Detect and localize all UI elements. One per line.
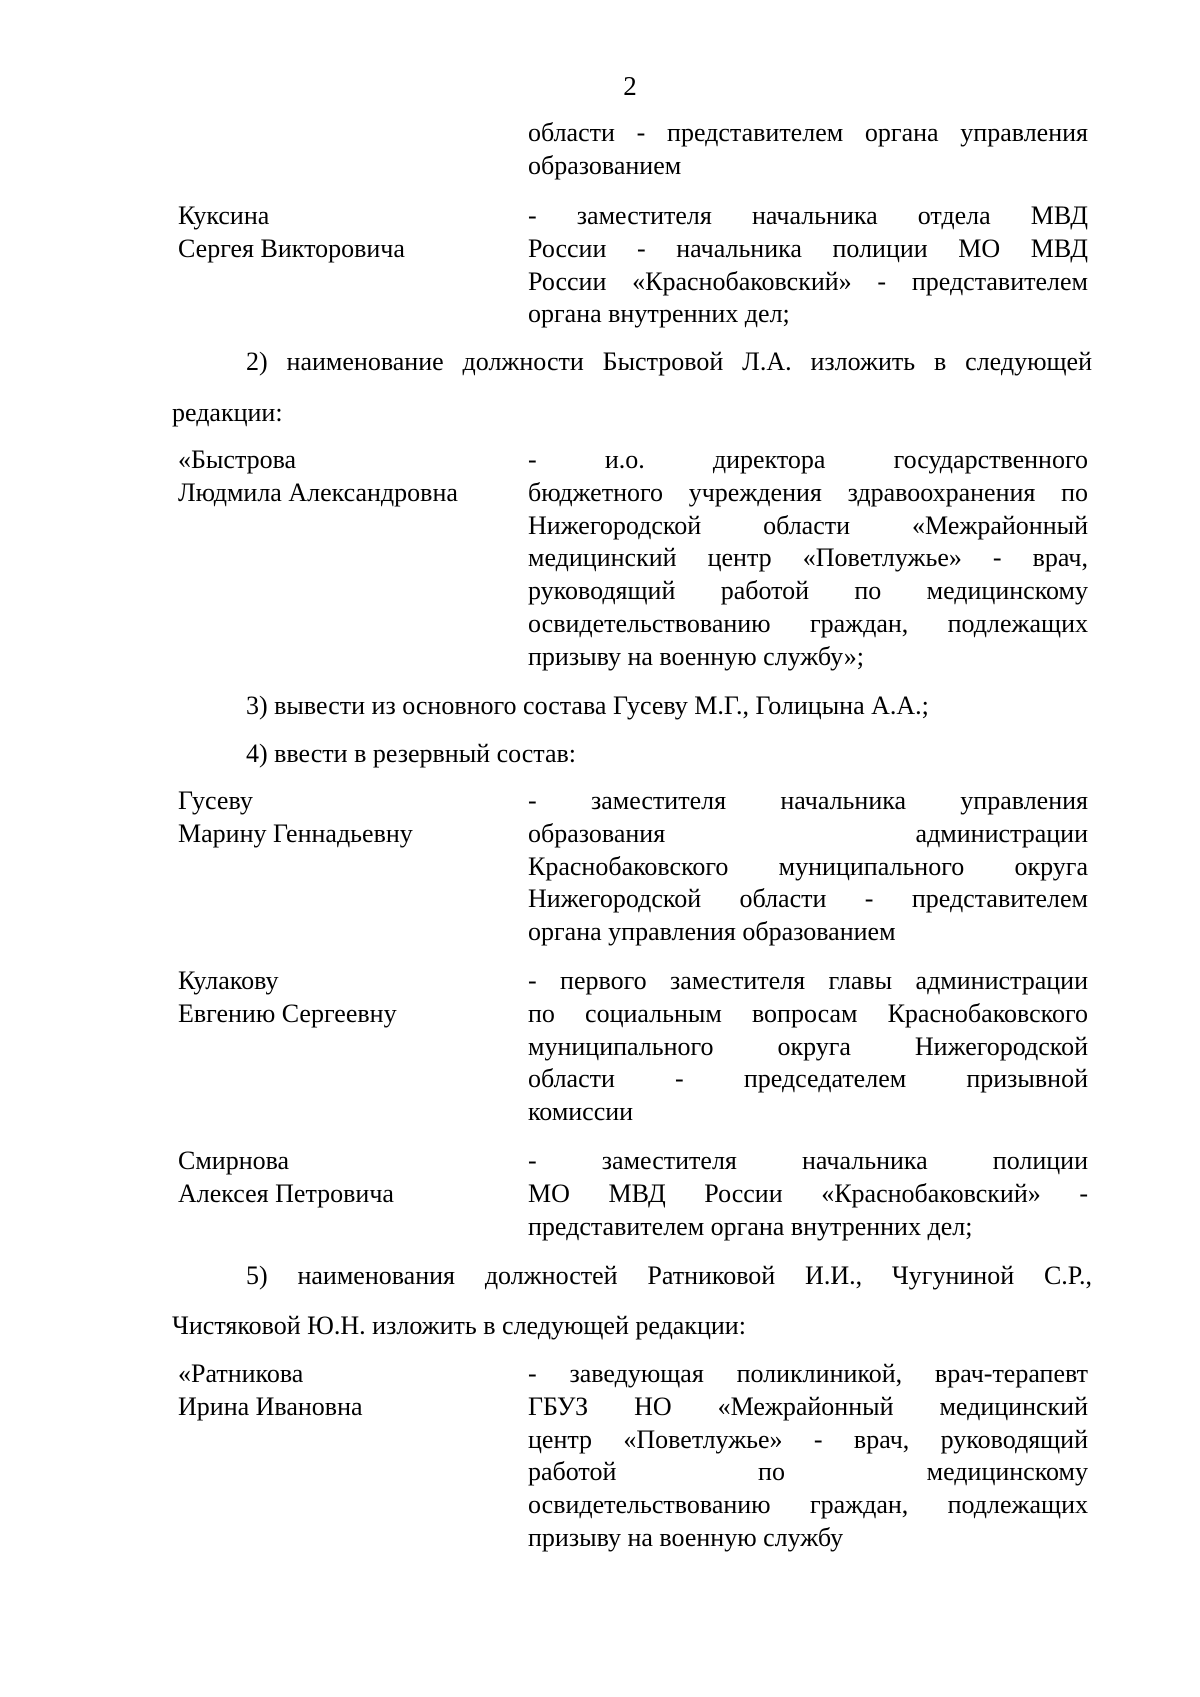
description-line: по социальным вопросам Краснобаковского (528, 998, 1088, 1028)
description-line: - заместителя начальника полиции (528, 1146, 1088, 1175)
name-line: Людмила Александровна (178, 477, 458, 507)
description-line: органа внутренних дел; (528, 299, 790, 329)
name-line: Смирнова (178, 1146, 290, 1175)
description-line: призыву на военную службу»; (528, 641, 865, 671)
description-line: образованием (528, 150, 682, 180)
description-line: - и.о. директора государственного (528, 445, 1088, 474)
entry-description (528, 965, 1088, 1129)
entry-name (178, 965, 518, 1031)
description-line: Нижегородской области «Межрайонный (528, 510, 1088, 540)
paragraph-continuation: Чистяковой Ю.Н. изложить в следующей редакции: (172, 1311, 746, 1340)
entry-name (178, 1145, 518, 1211)
name-line: «Быстрова (178, 445, 297, 474)
description-line: - первого заместителя главы администрации (528, 966, 1088, 995)
name-line: Сергея Викторовича (178, 233, 405, 263)
description-line: освидетельствованию граждан, подлежащих (528, 608, 1088, 638)
entry-name (178, 200, 518, 266)
description-line: муниципального округа Нижегородской (528, 1031, 1088, 1061)
entry-description (528, 200, 1088, 331)
description-line: Краснобаковского муниципального округа (528, 851, 1088, 881)
paragraph-continuation: редакции: (172, 398, 283, 427)
entry-name (178, 1358, 518, 1424)
description-line: области - представителем органа управления (528, 118, 1088, 147)
description-line: медицинский центр «Поветлужье» - врач, (528, 543, 1088, 573)
entry-name (178, 444, 518, 510)
description-line: России - начальника полиции МО МВД (528, 233, 1088, 263)
description-line: ГБУЗ НО «Межрайонный медицинский (528, 1391, 1088, 1421)
entry-description (528, 1145, 1088, 1243)
description-line: образования администрации (528, 818, 1088, 848)
description-line: руководящий работой по медицинскому (528, 576, 1088, 606)
description-line: России «Краснобаковский» - представителем (528, 266, 1088, 296)
name-line: Куксина (178, 201, 270, 230)
name-line: Марину Геннадьевну (178, 818, 413, 848)
description-line: МО МВД России «Краснобаковский» - (528, 1178, 1088, 1208)
description-line: бюджетного учреждения здравоохранения по (528, 477, 1088, 507)
description-line: освидетельствованию граждан, подлежащих (528, 1490, 1088, 1520)
description-line: Нижегородской области - представителем (528, 884, 1088, 914)
entry-description (528, 117, 1088, 183)
description-line: представителем органа внутренних дел; (528, 1211, 973, 1241)
description-line: области - председателем призывной (528, 1064, 1088, 1094)
description-line: комиссии (528, 1097, 634, 1127)
description-line: призыву на военную службу (528, 1522, 844, 1552)
paragraph-first-line: 2) наименование должности Быстровой Л.А. изложить в следующей (246, 347, 1092, 376)
name-line: Алексея Петровича (178, 1178, 394, 1208)
description-line: - заместителя начальника управления (528, 786, 1088, 815)
entry-description (528, 1358, 1088, 1555)
description-line: центр «Поветлужье» - врач, руководящий (528, 1424, 1088, 1454)
name-line: Ирина Ивановна (178, 1391, 363, 1421)
name-line: Гусеву (178, 786, 253, 815)
description-line: работой по медицинскому (528, 1457, 1088, 1487)
name-line: «Ратникова (178, 1359, 304, 1388)
description-line: - заведующая поликлиникой, врач-терапевт (528, 1359, 1088, 1388)
page-number: 2 (623, 71, 637, 101)
entry-name (178, 785, 518, 851)
name-line: Кулакову (178, 966, 279, 995)
description-line: органа управления образованием (528, 917, 896, 947)
paragraph-first-line: 5) наименования должностей Ратниковой И.И., Чугуниной С.Р., (246, 1261, 1092, 1290)
paragraph-line: 3) вывести из основного состава Гусеву М.Г., Голицына А.А.; (246, 691, 929, 720)
entry-description (528, 785, 1088, 949)
description-line: - заместителя начальника отдела МВД (528, 201, 1088, 230)
paragraph-line: 4) ввести в резервный состав: (246, 739, 577, 768)
name-line: Евгению Сергеевну (178, 998, 397, 1028)
entry-description (528, 444, 1088, 674)
